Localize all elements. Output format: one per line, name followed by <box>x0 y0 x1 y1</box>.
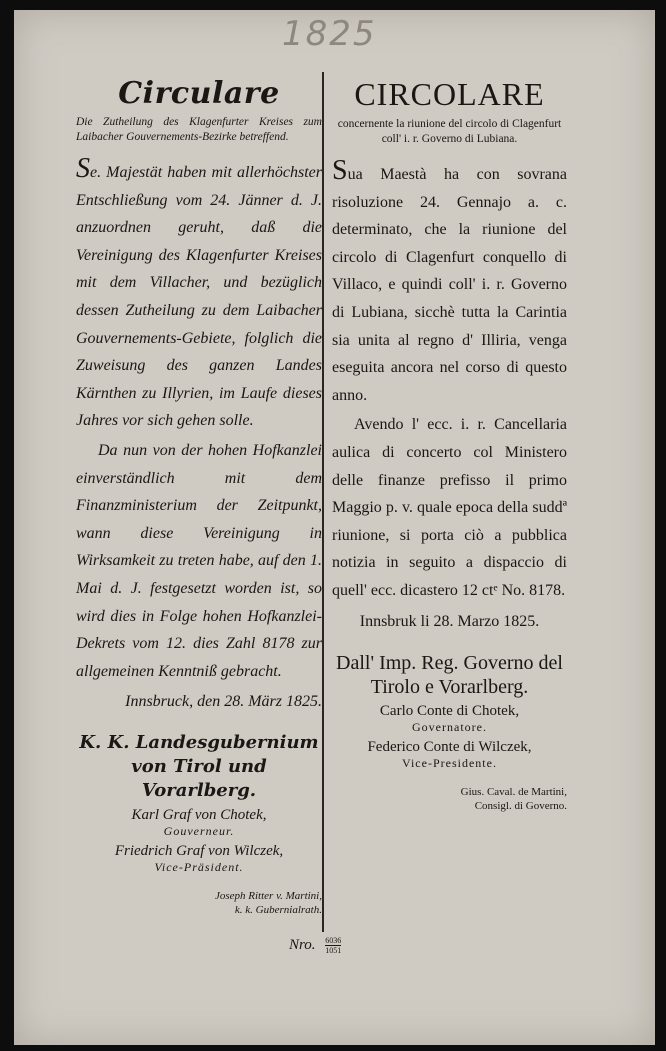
number-numerator: 6036 <box>325 936 342 945</box>
german-signer-3 <box>76 889 322 917</box>
italian-signer-3-name: Gius. Caval. de Martini, <box>460 785 567 798</box>
german-signer-2-role: Vice-Präsident. <box>154 860 244 875</box>
italian-signer-1-role: Governatore. <box>412 719 487 734</box>
italian-paragraph-1 <box>332 155 567 409</box>
italian-signer-1: Carlo Conte di Chotek, <box>379 702 520 719</box>
german-column <box>76 76 322 917</box>
italian-dateline: Innsbruk li 28. Marzo 1825. <box>359 612 540 630</box>
italian-paragraph-2: Avendo l' ecc. i. r. Cancellaria aulica di concerto col Ministero delle finanze prefisso il primo Maggio p. v. quale epoca della suddª riunione, si porta ciò a pubblica notizia in seguito a dispaccio di quell' ecc. dicastero 12 ctᵉ No. 8178. <box>332 416 567 599</box>
italian-signer-3 <box>332 785 567 813</box>
italian-subtitle: concernente la riunione del circolo di Clagenfurt coll' i. r. Governo di Lubiana. <box>337 118 562 145</box>
number-fraction <box>325 936 341 955</box>
german-paragraph-1-text: e. Majestät haben mit allerhöchster Entschließung vom 24. Jänner d. J. anzuordnen geruht, daß die Vereinigung des Klagenfurter Kreises mit dem Villacher, und bezüglich dessen Zutheilung zu dem Laibacher Gouvernements-Gebiete, folglich die Zuweisung des ganzen Landes Kärnthen zu Illyrien, im Laufe dieses Jahres vor sich gehen solle. <box>76 164 322 430</box>
german-subtitle: Die Zutheilung des Klagenfurter Kreises zum Laibacher Gouvernements-Bezirke betreffend. <box>76 116 322 143</box>
italian-title: CIRCOLARE <box>354 76 545 112</box>
italian-paragraph-1-text: ua Maestà ha con sovrana risoluzione 24. Gennajo a. c. determinato, che la riunione del circolo di Clagenfurt conquello di Villaco, e quindi coll' i. r. Governo di Lubiana, sicchè tutta la Carintia sia unita al regno d' Illiria, venga eseguita ancora nel corso di questo anno. <box>332 166 567 404</box>
italian-column <box>332 76 567 813</box>
german-signer-1: Karl Graf von Chotek, <box>131 807 267 824</box>
german-dropcap: S <box>76 153 90 184</box>
german-paragraph-2: Da nun von der hohen Hofkanzlei einverständlich mit dem Finanzministerium der Zeitpunkt, wann diese Vereinigung in Wirksamkeit zu treten habe, auf den 1. Mai d. J. festgesetzt worden ist, so wird dies in Folge hohen Hofkanzlei-Dekrets vom 12. dies Zahl 8178 zur allgemeinen Kenntniß gebracht. <box>76 441 322 680</box>
german-title: Circulare <box>118 76 280 111</box>
german-authority: K. K. Landesgubernium von Tirol und Vorarlberg. <box>79 732 319 802</box>
number-denominator: 1051 <box>325 946 342 955</box>
german-paragraph-1 <box>76 153 322 435</box>
handwritten-year: 1825 <box>282 14 377 54</box>
german-signer-2: Friedrich Graf von Wilczek, <box>114 843 284 860</box>
german-signer-1-role: Gouverneur. <box>163 824 235 839</box>
column-divider <box>322 72 324 932</box>
italian-signer-2: Federico Conte di Wilczek, <box>367 738 532 755</box>
document-sheet <box>14 10 655 1045</box>
document-number <box>289 936 341 955</box>
german-signer-3-name: Joseph Ritter v. Martini, <box>214 890 322 903</box>
italian-dropcap: S <box>332 155 348 186</box>
german-signer-3-role: k. k. Gubernialrath. <box>234 904 322 917</box>
italian-signer-2-role: Vice-Presidente. <box>402 755 497 770</box>
italian-authority: Dall' Imp. Reg. Governo del Tirolo e Vorarlberg. <box>336 651 563 698</box>
italian-signer-3-role: Consigl. di Governo. <box>474 799 567 812</box>
number-label: Nro. <box>289 936 316 953</box>
german-dateline: Innsbruck, den 28. März 1825. <box>125 693 322 711</box>
